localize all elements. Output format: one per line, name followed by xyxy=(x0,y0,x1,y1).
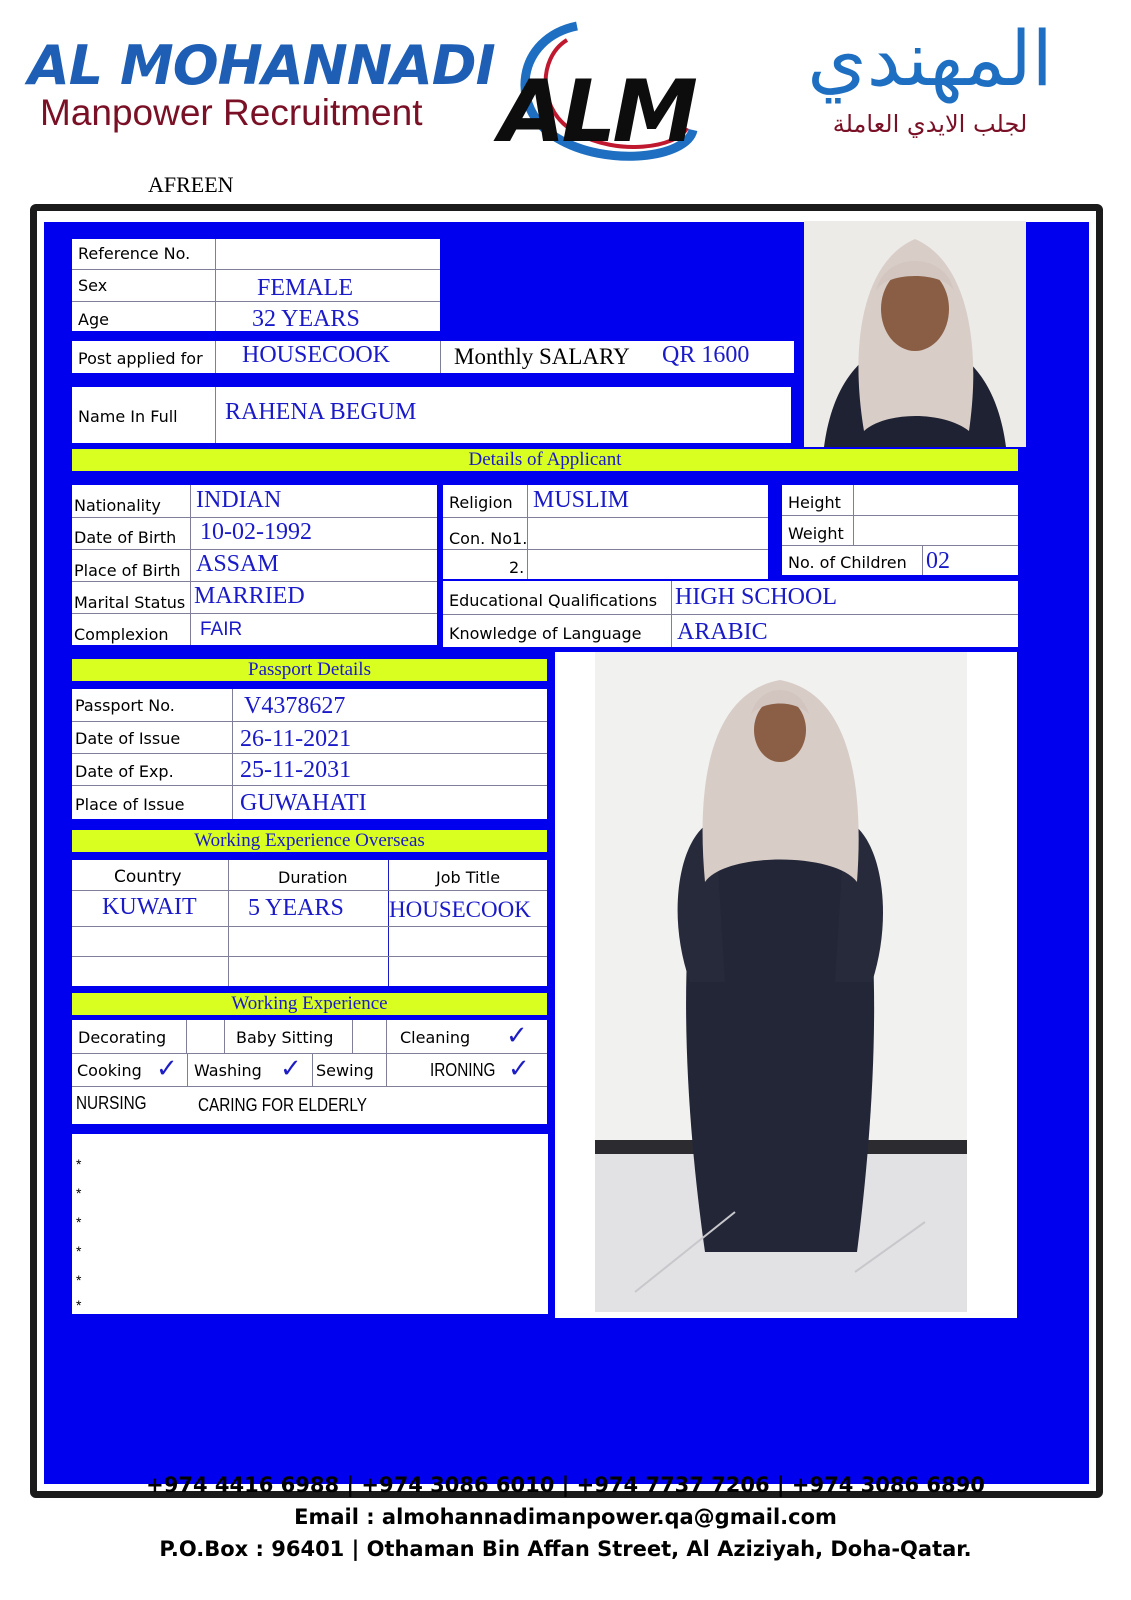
cleaning-check-icon: ✓ xyxy=(506,1021,528,1051)
marital-value: MARRIED xyxy=(194,583,305,609)
contact2-label: 2. xyxy=(509,558,525,577)
company-tagline-english: Manpower Recruitment xyxy=(40,92,423,133)
experience-table xyxy=(72,1020,547,1124)
skill-baby-sitting: Baby Sitting xyxy=(236,1028,334,1047)
note-bullet: * xyxy=(76,1297,82,1313)
skill-decorating: Decorating xyxy=(78,1028,167,1047)
post-applied-label: Post applied for xyxy=(78,349,203,368)
issue-date-value: 26-11-2021 xyxy=(240,726,352,752)
ironing-check-icon: ✓ xyxy=(508,1054,530,1084)
age-label: Age xyxy=(78,310,109,329)
dob-label: Date of Birth xyxy=(74,528,177,547)
passport-section-title: Passport Details xyxy=(72,659,547,681)
education-value: HIGH SCHOOL xyxy=(675,584,837,610)
height-label: Height xyxy=(788,493,841,512)
skill-caring-elderly: CARING FOR ELDERLY xyxy=(198,1095,367,1115)
expiry-date-label: Date of Exp. xyxy=(75,762,174,781)
pob-label: Place of Birth xyxy=(74,561,181,580)
children-value: 02 xyxy=(926,548,950,574)
company-name-arabic: المهندي xyxy=(807,14,1053,103)
place-of-issue-value: GUWAHATI xyxy=(240,790,367,816)
nationality-label: Nationality xyxy=(74,496,161,515)
portrait-photo xyxy=(804,221,1026,447)
skill-cleaning: Cleaning xyxy=(400,1028,471,1047)
name-label: Name In Full xyxy=(78,407,178,426)
logo-mark-text: ALM xyxy=(499,62,694,162)
sex-label: Sex xyxy=(78,276,108,295)
company-name-english: AL MOHANNADI xyxy=(28,34,495,97)
details-left-table xyxy=(72,485,437,645)
name-value: RAHENA BEGUM xyxy=(225,399,417,425)
skill-sewing: Sewing xyxy=(316,1061,374,1080)
place-of-issue-label: Place of Issue xyxy=(75,795,185,814)
religion-table xyxy=(443,485,768,579)
skill-cooking: Cooking xyxy=(77,1061,142,1080)
skill-nursing: NURSING xyxy=(76,1093,147,1113)
language-label: Knowledge of Language xyxy=(449,624,642,643)
name-row xyxy=(72,387,791,443)
religion-value: MUSLIM xyxy=(533,487,630,513)
language-value: ARABIC xyxy=(677,619,768,645)
complexion-value: FAIR xyxy=(200,619,243,640)
overseas-header-country: Country xyxy=(114,867,182,887)
notes-box xyxy=(72,1134,548,1314)
post-applied-value: HOUSECOOK xyxy=(242,342,391,368)
portrait-photo-image xyxy=(804,221,1026,447)
overseas-country-value: KUWAIT xyxy=(102,894,197,920)
footer-address: P.O.Box : 96401 | Othaman Bin Affan Street, Al Aziziyah, Doha-Qatar. xyxy=(159,1537,972,1561)
passport-no-label: Passport No. xyxy=(75,696,175,715)
post-applied-row xyxy=(72,341,794,373)
education-label: Educational Qualifications xyxy=(449,591,658,610)
nationality-value: INDIAN xyxy=(196,487,282,513)
religion-label: Religion xyxy=(449,493,513,512)
marital-label: Marital Status xyxy=(74,593,186,612)
washing-check-icon: ✓ xyxy=(280,1054,302,1084)
age-value: 32 YEARS xyxy=(252,306,360,332)
note-bullet: * xyxy=(76,1156,82,1172)
education-table xyxy=(443,581,1018,647)
expiry-date-value: 25-11-2031 xyxy=(240,757,352,783)
footer-phones: +974 4416 6988 | +974 3086 6010 | +974 7737 7206 | +974 3086 6890 xyxy=(146,1473,985,1497)
skill-washing: Washing xyxy=(194,1061,262,1080)
passport-table xyxy=(72,689,547,819)
basic-info-table xyxy=(72,239,440,331)
full-length-photo xyxy=(595,652,967,1312)
overseas-job-value: HOUSECOOK xyxy=(389,897,531,922)
note-bullet: * xyxy=(76,1272,82,1288)
pob-value: ASSAM xyxy=(196,551,279,577)
skill-ironing: IRONING xyxy=(430,1060,496,1080)
alm-logo xyxy=(497,18,725,176)
experience-section-title: Working Experience xyxy=(72,993,547,1015)
agent-name: AFREEN xyxy=(148,172,234,197)
salary-label: Monthly SALARY xyxy=(454,344,630,369)
issue-date-label: Date of Issue xyxy=(75,729,181,748)
details-section-title: Details of Applicant xyxy=(72,449,1018,471)
dob-value: 10-02-1992 xyxy=(200,519,312,545)
full-length-photo-image xyxy=(595,652,967,1312)
overseas-table xyxy=(72,860,547,986)
letterhead xyxy=(0,0,1131,175)
note-bullet: * xyxy=(76,1214,82,1230)
note-bullet: * xyxy=(76,1243,82,1259)
footer-email: Email : almohannadimanpower.qa@gmail.com xyxy=(294,1505,837,1529)
overseas-header-duration: Duration xyxy=(278,868,348,887)
passport-no-value: V4378627 xyxy=(244,693,346,719)
cooking-check-icon: ✓ xyxy=(156,1054,178,1084)
contact1-label: Con. No1. xyxy=(449,529,528,548)
physical-table xyxy=(782,485,1018,575)
weight-label: Weight xyxy=(788,524,844,543)
children-label: No. of Children xyxy=(788,553,907,572)
company-tagline-arabic: لجلب الايدي العاملة xyxy=(832,110,1028,138)
overseas-header-job-title: Job Title xyxy=(436,868,501,887)
full-photo-frame xyxy=(555,652,1017,1318)
salary-value: QR 1600 xyxy=(662,342,750,368)
reference-label: Reference No. xyxy=(78,244,191,263)
overseas-section-title: Working Experience Overseas xyxy=(72,830,547,852)
sex-value: FEMALE xyxy=(257,275,353,301)
complexion-label: Complexion xyxy=(74,625,169,644)
note-bullet: * xyxy=(76,1185,82,1201)
overseas-duration-value: 5 YEARS xyxy=(248,895,344,921)
